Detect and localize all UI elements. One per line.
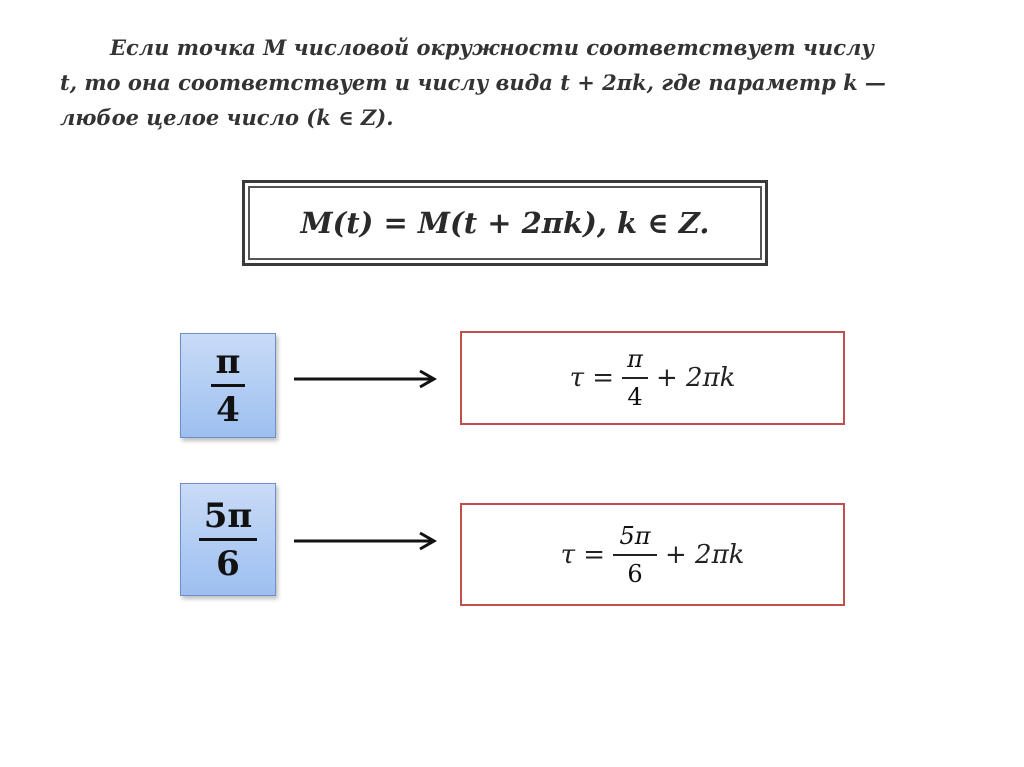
angle-fraction [199,497,257,583]
arrow-icon [292,369,442,389]
angle-numerator: 5π [203,495,253,536]
angle-fraction [211,343,245,429]
definition-text [60,30,950,135]
result-denominator: 6 [627,559,643,588]
angle-denominator: 6 [216,543,240,584]
angle-box-5pi-6 [180,483,276,596]
angle-numerator: π [215,341,241,382]
definition-line-1: Если точка M числовой окружности соответствует числу [110,35,874,60]
result-lhs: τ = [569,363,614,393]
result-rhs: + 2πk [665,539,745,570]
periodicity-formula-box [242,180,768,266]
fraction-bar [211,384,245,387]
arrow-icon [292,531,442,551]
result-denominator: 4 [627,383,643,411]
result-box-1 [460,331,845,425]
angle-denominator: 4 [216,389,240,430]
fraction-bar [613,554,657,556]
definition-line-3: любое целое число (k ∈ Z). [60,105,394,130]
result-box-2 [460,503,845,606]
result-fraction [613,522,657,588]
result-fraction [622,345,648,411]
result-rhs: + 2πk [656,363,736,393]
result-equation-1 [570,345,736,411]
periodicity-formula: M(t) = M(t + 2πk), k ∈ Z. [300,206,710,240]
result-numerator: 5π [619,521,651,550]
angle-box-pi-4 [180,333,276,438]
result-equation-2 [561,522,745,588]
result-lhs: τ = [560,539,605,570]
definition-line-2: t, то она соответствует и числу вида t + 2πk, где параметр k — [60,70,886,95]
fraction-bar [199,538,257,541]
result-numerator: π [627,345,643,373]
fraction-bar [622,377,648,379]
